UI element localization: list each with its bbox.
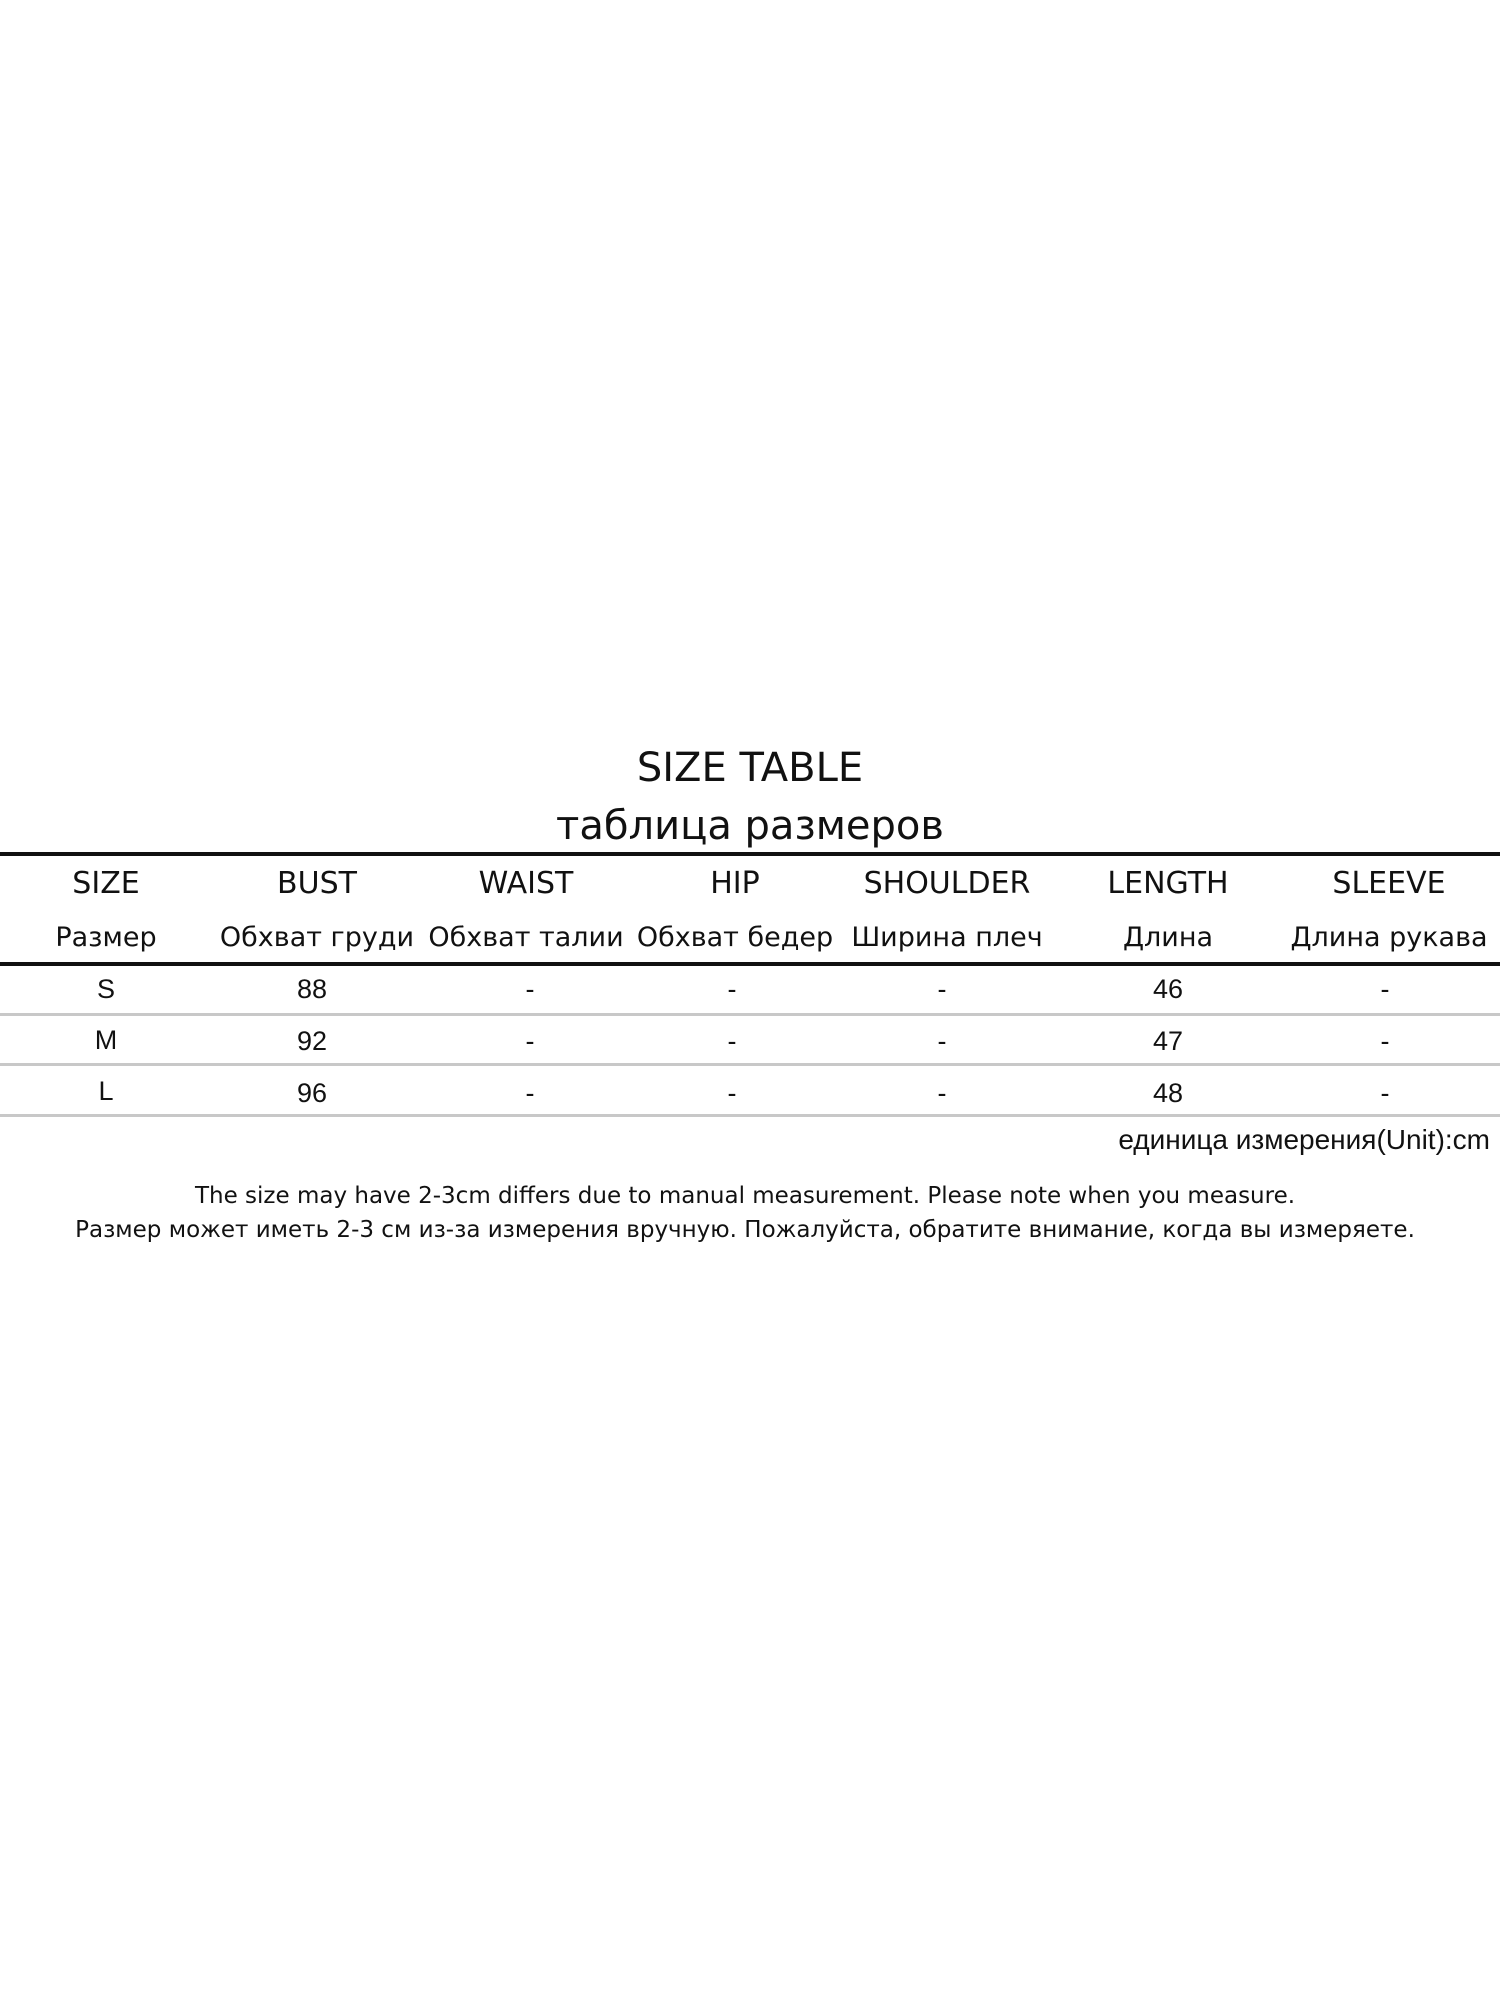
row-sleeve-cell: - [1380,974,1390,1004]
row-waist-cell: - [525,1078,535,1108]
header-bust-ru: Обхват груди [219,922,415,953]
row-bust-cell: 92 [296,1026,328,1056]
row-divider [0,1013,1500,1016]
row-bust-cell: 96 [296,1078,328,1108]
table-top-border [0,852,1500,856]
row-sleeve-cell: - [1380,1078,1390,1108]
measurement-note-english: The size may have 2-3cm differs due to manual measurement. Please note when you measure. [194,1183,1296,1209]
row-hip-cell: - [727,1026,737,1056]
row-shoulder-cell: - [937,1078,947,1108]
measurement-note-russian: Размер может иметь 2-3 см из-за измерения вручную. Пожалуйста, обратите внимание, когда вы измеряете. [75,1217,1415,1243]
header-hip: HIP [710,866,760,901]
row-waist-cell: - [525,974,535,1004]
row-hip-cell: - [727,974,737,1004]
title-english: SIZE TABLE [636,745,864,791]
header-sleeve-ru: Длина рукава [1290,922,1488,953]
row-waist-cell: - [525,1026,535,1056]
row-sleeve-cell: - [1380,1026,1390,1056]
header-waist: WAIST [478,866,574,901]
unit-note: единица измерения(Unit):cm [1118,1124,1490,1155]
row-length-cell: 48 [1152,1078,1184,1108]
row-divider [0,1063,1500,1066]
header-length-ru: Длина [1122,922,1214,953]
row-length-cell: 46 [1152,974,1184,1004]
row-length-cell: 47 [1152,1026,1184,1056]
header-sleeve: SLEEVE [1332,866,1446,901]
row-shoulder-cell: - [937,974,947,1004]
header-bust: BUST [277,866,357,901]
header-waist-ru: Обхват талии [428,922,624,953]
title-russian: таблица размеров [556,803,944,849]
row-hip-cell: - [727,1078,737,1108]
header-size: SIZE [72,866,140,901]
header-length: LENGTH [1107,866,1229,901]
header-size-ru: Размер [55,922,157,953]
row-size-cell: S [96,974,115,1004]
row-size-cell: L [98,1076,114,1106]
row-size-cell: M [94,1025,118,1055]
header-shoulder: SHOULDER [863,866,1031,901]
row-shoulder-cell: - [937,1026,947,1056]
table-bottom-border [0,1114,1500,1117]
row-bust-cell: 88 [296,974,328,1004]
header-hip-ru: Обхват бедер [636,922,834,953]
header-bottom-border [0,962,1500,966]
header-shoulder-ru: Ширина плеч [851,922,1043,953]
